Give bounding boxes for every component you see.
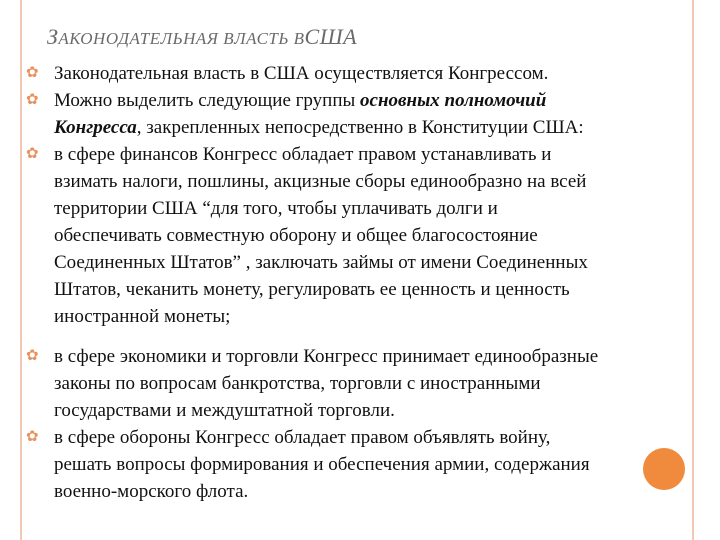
- flower-bullet-icon: ✿: [26, 65, 39, 81]
- flower-bullet-icon: ✿: [26, 92, 39, 108]
- page-title: ЗАКОНОДАТЕЛЬНАЯ ВЛАСТЬ ВСША: [47, 24, 358, 49]
- flower-bullet-icon: ✿: [26, 146, 39, 162]
- orange-circle-decoration: [643, 448, 685, 490]
- slide: ЗАКОНОДАТЕЛЬНАЯ ВЛАСТЬ ВСША ✿ Законодательная власть в США осуществляется Конгрессом. ✿ Можно выделить следующие группы основных полномочий Конгресса, закрепленных непосредственно в Конституции США: ✿ в сфере финансов Конгресс обладает правом устанавливать и взимать налоги, пошлины, акцизные сборы единообразно на всей территории США “для того, чтобы уплачивать долги и обеспечивать совместную оборону и общее благосостояние Соединенных Штатов” , заключать займы от имени Соединенных Штатов, чеканить монету, регулировать ее ценность и ценность иностранной монеты; ✿ в сфере экономики и торговли Конгресс принимает единообразные законы по вопросам банкротства, торговли с иностранными государствами и междуштатной торговли. ✿ в сфере обороны Конгресс обладает правом объявлять войну, решать вопросы формирования и обеспечения армии, содержания военно-морского флота.: [0, 0, 720, 540]
- left-rule: [20, 0, 22, 540]
- flower-bullet-icon: ✿: [26, 429, 39, 445]
- flower-bullet-icon: ✿: [26, 348, 39, 364]
